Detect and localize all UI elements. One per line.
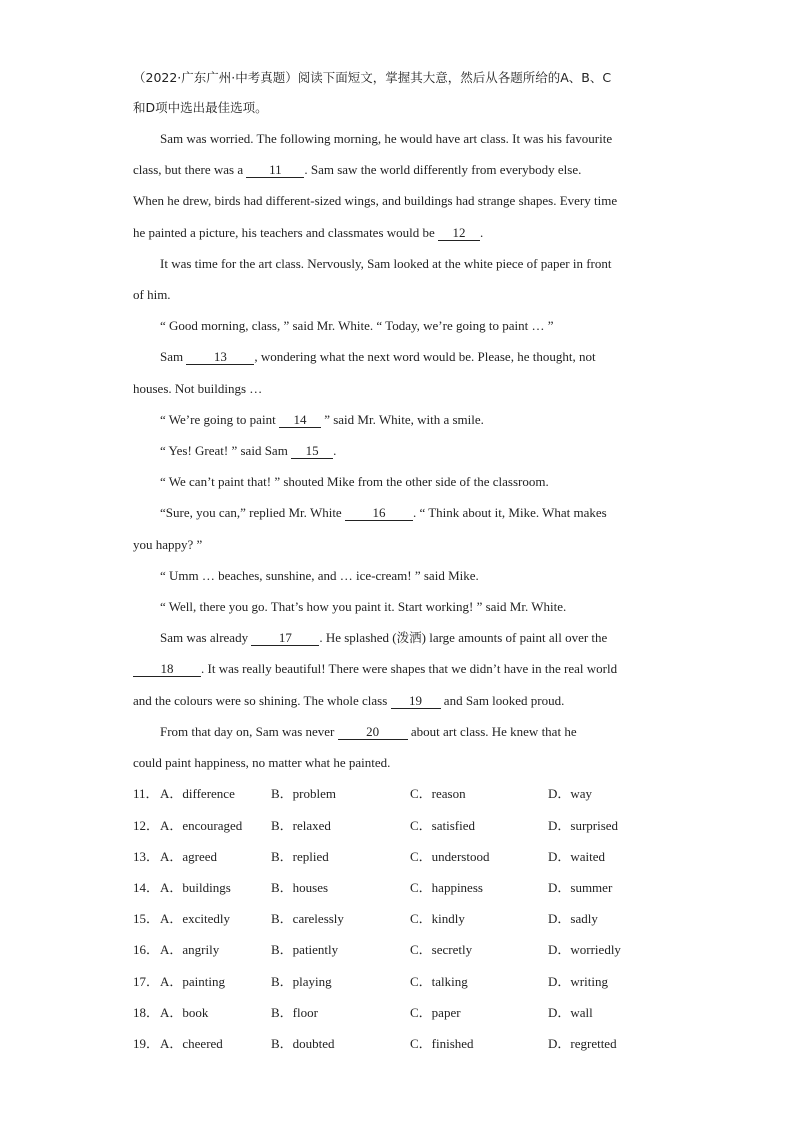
blank-11[interactable]: 11 bbox=[246, 163, 304, 178]
passage-text: . He splashed ( bbox=[319, 630, 397, 645]
option-d[interactable]: D．wall bbox=[548, 1005, 593, 1020]
option-d[interactable]: D．worriedly bbox=[548, 942, 621, 957]
option-a[interactable]: A．painting bbox=[160, 974, 225, 989]
passage-text: class, but there was a bbox=[133, 162, 247, 177]
option-a[interactable]: A．angrily bbox=[160, 942, 220, 957]
question-header-line-2: 和D项中选出最佳选项。 bbox=[133, 100, 268, 115]
passage-line bbox=[160, 349, 690, 365]
passage-text: Sam bbox=[160, 349, 187, 364]
option-b[interactable]: B．problem bbox=[271, 786, 336, 801]
option-d[interactable]: D．writing bbox=[548, 974, 608, 989]
option-d[interactable]: D．waited bbox=[548, 849, 606, 864]
blank-15[interactable]: 15 bbox=[291, 444, 333, 459]
option-a[interactable]: A．difference bbox=[160, 786, 235, 801]
option-b[interactable]: B．playing bbox=[271, 974, 332, 989]
option-a[interactable]: A．agreed bbox=[160, 849, 218, 864]
passage-line bbox=[133, 225, 663, 241]
passage-text: “Sure, you can,” replied Mr. White bbox=[160, 505, 345, 520]
option-b[interactable]: B．relaxed bbox=[271, 818, 331, 833]
passage-line: “ Well, there you go. That’s how you paint it. Start working! ” said Mr. White. bbox=[160, 599, 567, 614]
passage-line: “ Umm … beaches, sunshine, and … ice-cream! ” said Mike. bbox=[160, 568, 479, 583]
passage-line: Sam was worried. The following morning, he would have art class. It was his favourite bbox=[160, 131, 613, 146]
passage-line bbox=[133, 693, 663, 709]
passage-text: Sam was already bbox=[160, 630, 252, 645]
passage-line bbox=[160, 724, 690, 740]
passage-text: . bbox=[333, 443, 337, 458]
option-c[interactable]: C．happiness bbox=[410, 880, 483, 895]
option-b[interactable]: B．floor bbox=[271, 1005, 318, 1020]
option-a[interactable]: A．cheered bbox=[160, 1036, 223, 1051]
passage-line bbox=[160, 630, 690, 646]
option-c[interactable]: C．secretly bbox=[410, 942, 473, 957]
blank-16[interactable]: 16 bbox=[345, 506, 413, 521]
passage-text: he painted a picture, his teachers and classmates would be bbox=[133, 225, 439, 240]
option-c[interactable]: C．finished bbox=[410, 1036, 474, 1051]
question-number: 17． bbox=[133, 974, 160, 989]
question-number: 15． bbox=[133, 911, 160, 926]
passage-text: . bbox=[480, 225, 484, 240]
option-d[interactable]: D．regretted bbox=[548, 1036, 617, 1051]
question-header-line-1: （2022·广东广州·中考真题）阅读下面短文，掌握其大意，然后从各题所给的A、B、C bbox=[133, 70, 612, 85]
option-b[interactable]: B．patiently bbox=[271, 942, 339, 957]
passage-text: From that day on, Sam was never bbox=[160, 724, 338, 739]
option-d[interactable]: D．surprised bbox=[548, 818, 619, 833]
option-b[interactable]: B．houses bbox=[271, 880, 329, 895]
passage-line: houses. Not buildings … bbox=[133, 381, 263, 396]
blank-20[interactable]: 20 bbox=[338, 725, 408, 740]
passage-line: of him. bbox=[133, 287, 171, 302]
blank-19[interactable]: 19 bbox=[391, 694, 441, 709]
passage-line bbox=[133, 661, 663, 677]
blank-14[interactable]: 14 bbox=[279, 413, 321, 428]
passage-line: When he drew, birds had different-sized wings, and buildings had strange shapes. Every time bbox=[133, 193, 618, 208]
option-c[interactable]: C．reason bbox=[410, 786, 466, 801]
passage-line bbox=[160, 412, 690, 428]
passage-line: you happy? ” bbox=[133, 537, 203, 552]
passage-text: ) large amounts of paint all over the bbox=[421, 630, 608, 645]
option-c[interactable]: C．satisfied bbox=[410, 818, 475, 833]
passage-text: and the colours were so shining. The whole class bbox=[133, 693, 391, 708]
option-d[interactable]: D．summer bbox=[548, 880, 613, 895]
option-a[interactable]: A．encouraged bbox=[160, 818, 243, 833]
blank-17[interactable]: 17 bbox=[251, 631, 319, 646]
passage-text: “ Yes! Great! ” said Sam bbox=[160, 443, 292, 458]
option-c[interactable]: C．paper bbox=[410, 1005, 461, 1020]
passage-text: . “ Think about it, Mike. What makes bbox=[412, 505, 607, 520]
option-c[interactable]: C．understood bbox=[410, 849, 490, 864]
chinese-gloss: 泼洒 bbox=[396, 630, 422, 645]
passage-text: “ We’re going to paint bbox=[160, 412, 279, 427]
option-d[interactable]: D．way bbox=[548, 786, 593, 801]
option-c[interactable]: C．talking bbox=[410, 974, 468, 989]
option-a[interactable]: A．book bbox=[160, 1005, 209, 1020]
passage-line: “ We can’t paint that! ” shouted Mike from the other side of the classroom. bbox=[160, 474, 549, 489]
passage-text: and Sam looked proud. bbox=[440, 693, 565, 708]
passage-text: . It was really beautiful! There were shapes that we didn’t have in the real world bbox=[201, 661, 618, 676]
option-c[interactable]: C．kindly bbox=[410, 911, 465, 926]
blank-12[interactable]: 12 bbox=[438, 226, 480, 241]
question-number: 19． bbox=[133, 1036, 160, 1051]
question-number: 11． bbox=[133, 786, 159, 801]
question-number: 16． bbox=[133, 942, 160, 957]
passage-text: , wondering what the next word would be. Please, he thought, not bbox=[254, 349, 596, 364]
passage-line bbox=[133, 162, 663, 178]
option-b[interactable]: B．doubted bbox=[271, 1036, 335, 1051]
passage-text: ” said Mr. White, with a smile. bbox=[320, 412, 484, 427]
option-b[interactable]: B．replied bbox=[271, 849, 329, 864]
blank-13[interactable]: 13 bbox=[186, 350, 254, 365]
question-number: 13． bbox=[133, 849, 160, 864]
blank-18[interactable]: 18 bbox=[133, 662, 201, 677]
passage-text: about art class. He knew that he bbox=[407, 724, 577, 739]
passage-line bbox=[160, 443, 690, 459]
option-a[interactable]: A．buildings bbox=[160, 880, 231, 895]
passage-line: could paint happiness, no matter what he painted. bbox=[133, 755, 391, 770]
passage-line: “ Good morning, class, ” said Mr. White. “ Today, we’re going to paint … ” bbox=[160, 318, 554, 333]
passage-text: . Sam saw the world differently from everybody else. bbox=[304, 162, 582, 177]
passage-line bbox=[160, 505, 690, 521]
option-b[interactable]: B．carelessly bbox=[271, 911, 344, 926]
option-a[interactable]: A．excitedly bbox=[160, 911, 231, 926]
question-number: 12． bbox=[133, 818, 160, 833]
passage-line: It was time for the art class. Nervously, Sam looked at the white piece of paper in front bbox=[160, 256, 612, 271]
question-number: 14． bbox=[133, 880, 160, 895]
question-number: 18． bbox=[133, 1005, 160, 1020]
option-d[interactable]: D．sadly bbox=[548, 911, 598, 926]
